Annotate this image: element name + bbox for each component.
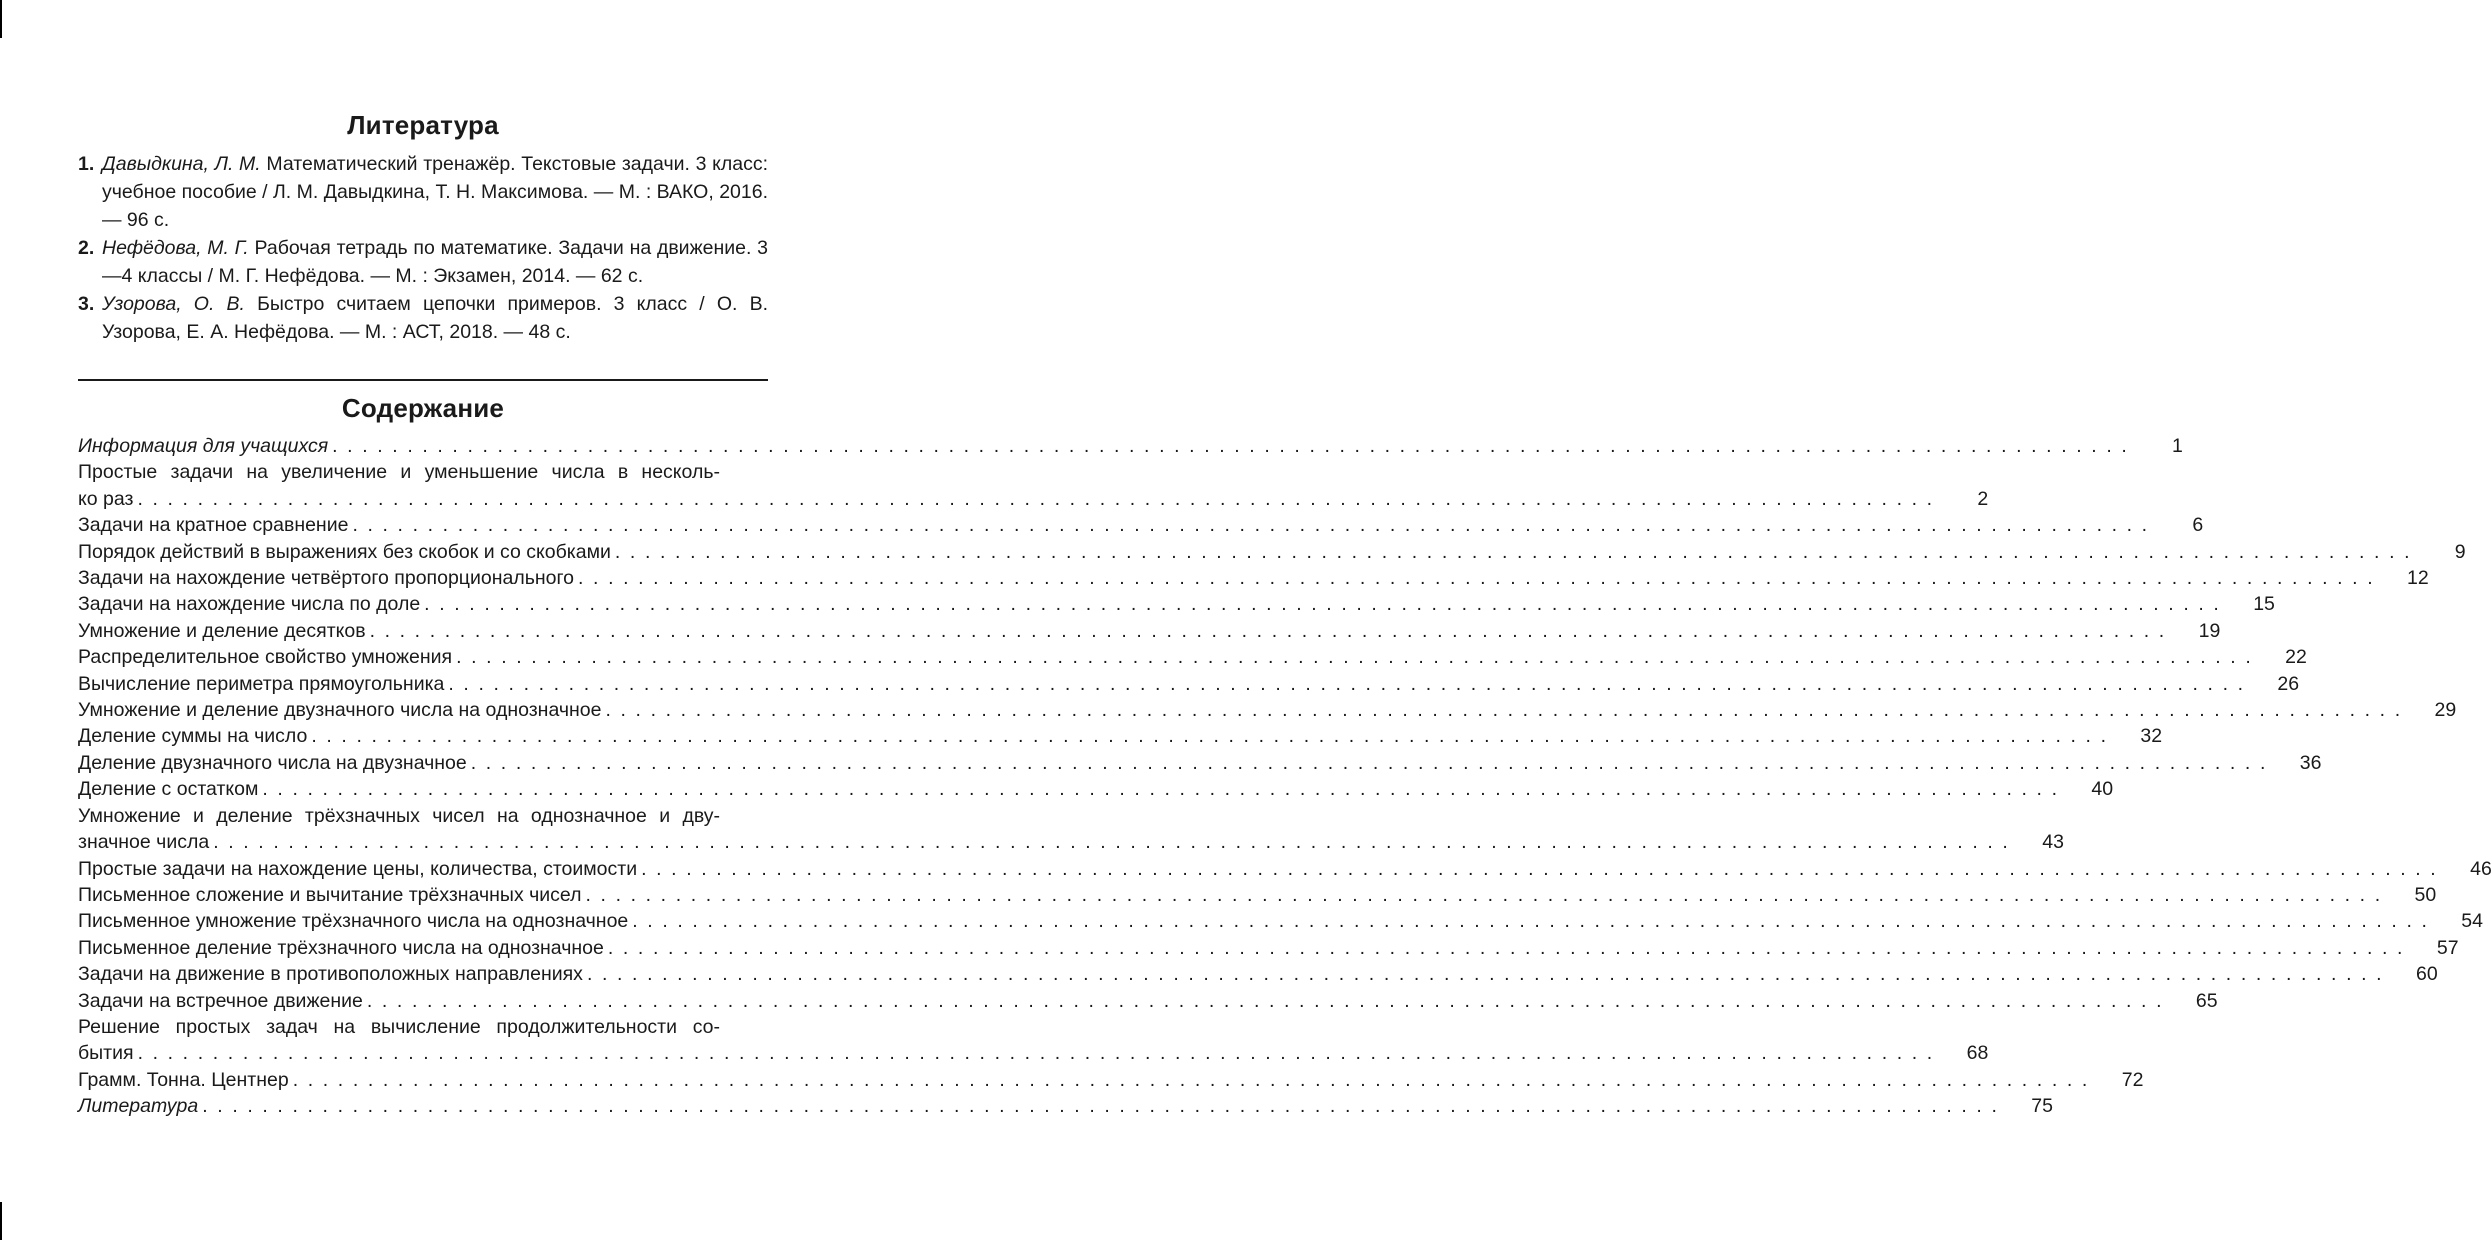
dot-leader: . . . . . . . . . . . . . . . . . . . . . . . . . . . . . . . . . . . . . . . . . . . . . . . . . . . . . . . . . . . . . . . . . . . . . . . . . . . . . . . . . . . . . . . . . . . . . . . . . . . . . . . . . . . . . . . . . . . . . . . .: [311, 725, 2109, 748]
contents-entry[interactable]: [78, 1014, 1989, 1067]
literature-item-author: Нефёдова, М. Г.: [102, 237, 249, 259]
contents-entry-title: Письменное умножение трёхзначного числа на однозначное: [78, 910, 629, 933]
contents-entry-row: [78, 776, 2114, 802]
contents-entry-page: 26: [2277, 672, 2300, 695]
contents-entry-page: 60: [2415, 963, 2438, 986]
dot-leader: . . . . . . . . . . . . . . . . . . . . . . . . . . . . . . . . . . . . . . . . . . . . . . . . . . . . . . . . . . . . . . . . . . . . . . . . . . . . . . . . . . . . . . . . . . . . . . . . . . . . . . . . . . . . . . . . . . . . . . . .: [137, 487, 1935, 510]
section-divider: [78, 379, 768, 381]
contents-entry-title: Распределительное свойство умножения: [78, 646, 453, 669]
contents-entry-page: 36: [2299, 751, 2322, 774]
literature-item: [78, 150, 768, 234]
contents-entry[interactable]: [78, 988, 2218, 1014]
contents-entry-title: Задачи на нахождение числа по доле: [78, 593, 421, 616]
contents-entry-row: [78, 512, 2204, 538]
contents-list: [78, 433, 2492, 1120]
contents-entry-row: [78, 988, 2218, 1014]
literature-heading: Литература: [347, 110, 499, 140]
dot-leader: . . . . . . . . . . . . . . . . . . . . . . . . . . . . . . . . . . . . . . . . . . . . . . . . . . . . . . . . . . . . . . . . . . . . . . . . . . . . . . . . . . . . . . . . . . . . . . . . . . . . . . . . . . . . . . . . . . . . . . . .: [470, 751, 2268, 774]
dot-leader: . . . . . . . . . . . . . . . . . . . . . . . . . . . . . . . . . . . . . . . . . . . . . . . . . . . . . . . . . . . . . . . . . . . . . . . . . . . . . . . . . . . . . . . . . . . . . . . . . . . . . . . . . . . . . . . . . . . . . . . .: [605, 699, 2403, 722]
contents-entry-title: Деление с остатком: [78, 778, 259, 801]
contents-entry[interactable]: [78, 697, 2457, 723]
dot-leader: . . . . . . . . . . . . . . . . . . . . . . . . . . . . . . . . . . . . . . . . . . . . . . . . . . . . . . . . . . . . . . . . . . . . . . . . . . . . . . . . . . . . . . . . . . . . . . . . . . . . . . . . . . . . . . . . . . . . . . . .: [632, 910, 2429, 933]
contents-entry-page: 1: [2172, 435, 2183, 457]
contents-entry-title: Деление двузначного числа на двузначное: [78, 751, 467, 774]
contents-entry[interactable]: [78, 512, 2204, 538]
contents-entry-title: Письменное сложение и вычитание трёхзначных чисел: [78, 883, 582, 906]
contents-entry-row: [78, 935, 2459, 961]
dot-leader: . . . . . . . . . . . . . . . . . . . . . . . . . . . . . . . . . . . . . . . . . . . . . . . . . . . . . . . . . . . . . . . . . . . . . . . . . . . . . . . . . . . . . . . . . . . . . . . . . . . . . . . . . . . . . . . . . . . . . . . .: [262, 778, 2060, 801]
literature-item-number: 1.: [78, 153, 95, 175]
literature-item-author: Давыдкина, Л. М.: [102, 153, 261, 175]
contents-entry-row: [78, 1093, 2053, 1119]
contents-entry-page: 15: [2253, 593, 2275, 616]
contents-entry-title: Задачи на встречное движение: [78, 989, 363, 1012]
contents-entry-row: [78, 829, 2064, 855]
dot-leader: . . . . . . . . . . . . . . . . . . . . . . . . . . . . . . . . . . . . . . . . . . . . . . . . . . . . . . . . . . . . . . . . . . . . . . . . . . . . . . . . . . . . . . . . . . . . . . . . . . . . . . . . . . . . . . . . . . . . . . . .: [292, 1068, 2090, 1091]
contents-entry-page: 12: [2407, 567, 2429, 590]
contents-entry[interactable]: [78, 1067, 2144, 1093]
dot-leader: . . . . . . . . . . . . . . . . . . . . . . . . . . . . . . . . . . . . . . . . . . . . . . . . . . . . . . . . . . . . . . . . . . . . . . . . . . . . . . . . . . . . . . . . . . . . . . . . . . . . . . . . . . . . . . . . . . . . . . . .: [369, 619, 2167, 642]
contents-entry[interactable]: [78, 644, 2307, 670]
contents-entry-row: [78, 1067, 2144, 1093]
dot-leader: . . . . . . . . . . . . . . . . . . . . . . . . . . . . . . . . . . . . . . . . . . . . . . . . . . . . . . . . . . . . . . . . . . . . . . . . . . . . . . . . . . . . . . . . . . . . . . . . . . . . . . . . . . . . . . . . . . . . . . . .: [332, 435, 2129, 457]
dot-leader: . . . . . . . . . . . . . . . . . . . . . . . . . . . . . . . . . . . . . . . . . . . . . . . . . . . . . . . . . . . . . . . . . . . . . . . . . . . . . . . . . . . . . . . . . . . . . . . . . . . . . . . . . . . . . . . . . . . . . . . .: [366, 989, 2164, 1012]
contents-entry-row: [78, 539, 2466, 565]
contents-entry[interactable]: [78, 723, 2163, 749]
contents-entry-row: [78, 644, 2307, 670]
contents-entry-title: Порядок действий в выражениях без скобок и со скобками: [78, 540, 611, 563]
contents-entry-row: [78, 856, 2492, 882]
literature-item: [78, 290, 768, 346]
contents-entry-title: бытия: [78, 1042, 134, 1065]
contents-entry-page: 43: [2042, 831, 2064, 854]
literature-item-number: 3.: [78, 293, 95, 315]
contents-entry-title: Информация для учащихся: [78, 435, 329, 457]
contents-entry-page: 57: [2436, 936, 2459, 959]
contents-entry-title: Умножение и деление двузначного числа на однозначное: [78, 699, 602, 722]
contents-entry-row: [78, 908, 2483, 934]
contents-entry[interactable]: [78, 618, 2221, 644]
contents-entry-row: [78, 882, 2437, 908]
contents-entry[interactable]: [78, 591, 2275, 617]
literature-list: [78, 150, 768, 346]
dot-leader: . . . . . . . . . . . . . . . . . . . . . . . . . . . . . . . . . . . . . . . . . . . . . . . . . . . . . . . . . . . . . . . . . . . . . . . . . . . . . . . . . . . . . . . . . . . . . . . . . . . . . . . . . . . . . . . . . . . . . . . .: [213, 831, 2010, 854]
contents-entry-page: 19: [2198, 619, 2221, 642]
crop-mark-top: [0, 0, 2, 38]
contents-entry-row: [78, 750, 2322, 776]
contents-entry[interactable]: [78, 908, 2483, 934]
dot-leader: . . . . . . . . . . . . . . . . . . . . . . . . . . . . . . . . . . . . . . . . . . . . . . . . . . . . . . . . . . . . . . . . . . . . . . . . . . . . . . . . . . . . . . . . . . . . . . . . . . . . . . . . . . . . . . . . . . . . . . . .: [578, 567, 2375, 590]
contents-entry[interactable]: [78, 459, 1989, 512]
contents-entry[interactable]: [78, 565, 2429, 591]
contents-entry-page: 54: [2461, 910, 2483, 933]
contents-entry[interactable]: [78, 539, 2466, 565]
contents-entry-page: 9: [2454, 540, 2466, 563]
contents-entry-page: 65: [2195, 989, 2218, 1012]
contents-entry-page: 2: [1977, 487, 1989, 510]
contents-entry[interactable]: [78, 882, 2437, 908]
contents-entry-title-line: Решение простых задач на вычисление продолжительности со-: [78, 1015, 720, 1038]
literature-item-text: Математический тренажёр. Текстовые задачи. 3 класс: учебное пособие / Л. М. Давыдкина, Т. Н. Максимова. — М. : ВАКО, 2016. — 96 с.: [102, 153, 768, 231]
contents-entry-title: Грамм. Тонна. Центнер: [78, 1068, 289, 1091]
contents-entry-page: 72: [2121, 1068, 2144, 1091]
dot-leader: . . . . . . . . . . . . . . . . . . . . . . . . . . . . . . . . . . . . . . . . . . . . . . . . . . . . . . . . . . . . . . . . . . . . . . . . . . . . . . . . . . . . . . . . . . . . . . . . . . . . . . . . . . . . . . . . . . . . . . . .: [585, 883, 2383, 906]
contents-entry-row: [78, 591, 2275, 617]
contents-entry-page: 22: [2285, 646, 2307, 669]
literature-item: [78, 234, 768, 290]
contents-entry-title: Деление суммы на число: [78, 725, 308, 748]
contents-entry-row: [78, 486, 1989, 512]
dot-leader: . . . . . . . . . . . . . . . . . . . . . . . . . . . . . . . . . . . . . . . . . . . . . . . . . . . . . . . . . . . . . . . . . . . . . . . . . . . . . . . . . . . . . . . . . . . . . . . . . . . . . . . . . . . . . . . . . . . . . . . .: [202, 1095, 1999, 1118]
contents-entry-page: 6: [2192, 514, 2204, 537]
contents-entry[interactable]: [78, 961, 2438, 987]
contents-entry-title: Простые задачи на нахождение цены, количества, стоимости: [78, 857, 638, 880]
contents-entry-page: 29: [2434, 699, 2457, 722]
contents-entry-row: [78, 433, 2183, 459]
contents-entry-page: 32: [2140, 725, 2163, 748]
contents-entry[interactable]: [78, 776, 2114, 802]
contents-entry[interactable]: [78, 803, 2064, 856]
contents-heading: Содержание: [341, 393, 505, 423]
literature-item-number: 2.: [78, 237, 95, 259]
crop-mark-bottom: [0, 1202, 2, 1240]
contents-entry-title: Вычисление периметра прямоугольника: [78, 672, 445, 695]
dot-leader: . . . . . . . . . . . . . . . . . . . . . . . . . . . . . . . . . . . . . . . . . . . . . . . . . . . . . . . . . . . . . . . . . . . . . . . . . . . . . . . . . . . . . . . . . . . . . . . . . . . . . . . . . . . . . . . . . . . . . . . .: [586, 963, 2384, 986]
dot-leader: . . . . . . . . . . . . . . . . . . . . . . . . . . . . . . . . . . . . . . . . . . . . . . . . . . . . . . . . . . . . . . . . . . . . . . . . . . . . . . . . . . . . . . . . . . . . . . . . . . . . . . . . . . . . . . . . . . . . . . . .: [607, 936, 2405, 959]
contents-entry-title: значное числа: [78, 831, 210, 854]
contents-entry-row: [78, 618, 2221, 644]
dot-leader: . . . . . . . . . . . . . . . . . . . . . . . . . . . . . . . . . . . . . . . . . . . . . . . . . . . . . . . . . . . . . . . . . . . . . . . . . . . . . . . . . . . . . . . . . . . . . . . . . . . . . . . . . . . . . . . . . . . . . . . .: [614, 540, 2412, 563]
contents-entry-title: Умножение и деление десятков: [78, 619, 366, 642]
contents-entry[interactable]: [78, 750, 2322, 776]
contents-entry[interactable]: [78, 433, 2183, 459]
contents-entry[interactable]: [78, 935, 2459, 961]
contents-entry-title-line: Умножение и деление трёхзначных чисел на однозначное и дву-: [78, 804, 720, 827]
contents-entry-title: Задачи на нахождение четвёртого пропорционального: [78, 567, 574, 590]
dot-leader: . . . . . . . . . . . . . . . . . . . . . . . . . . . . . . . . . . . . . . . . . . . . . . . . . . . . . . . . . . . . . . . . . . . . . . . . . . . . . . . . . . . . . . . . . . . . . . . . . . . . . . . . . . . . . . . . . . . . . . . .: [137, 1042, 1935, 1065]
contents-entry-title: Письменное деление трёхзначного числа на однозначное: [78, 936, 604, 959]
contents-entry-page: 46: [2470, 857, 2492, 880]
contents-entry-row: [78, 723, 2163, 749]
contents-entry-page: 68: [1966, 1042, 1989, 1065]
contents-entry-title: Задачи на движение в противоположных направлениях: [78, 963, 583, 986]
contents-entry-title: Задачи на кратное сравнение: [78, 514, 349, 537]
literature-item-text: Быстро считаем цепочки примеров. 3 класс / О. В. Узорова, Е. А. Нефёдова. — М. : АСТ, 2018. — 48 с.: [102, 293, 768, 343]
contents-entry[interactable]: [78, 1093, 2053, 1119]
dot-leader: . . . . . . . . . . . . . . . . . . . . . . . . . . . . . . . . . . . . . . . . . . . . . . . . . . . . . . . . . . . . . . . . . . . . . . . . . . . . . . . . . . . . . . . . . . . . . . . . . . . . . . . . . . . . . . . . . . . . . . . .: [456, 646, 2253, 669]
contents-entry-row: [78, 565, 2429, 591]
contents-entry-row: [78, 1040, 1989, 1066]
dot-leader: . . . . . . . . . . . . . . . . . . . . . . . . . . . . . . . . . . . . . . . . . . . . . . . . . . . . . . . . . . . . . . . . . . . . . . . . . . . . . . . . . . . . . . . . . . . . . . . . . . . . . . . . . . . . . . . . . . . . . . . .: [641, 857, 2438, 880]
contents-entry-title: ко раз: [78, 487, 134, 510]
dot-leader: . . . . . . . . . . . . . . . . . . . . . . . . . . . . . . . . . . . . . . . . . . . . . . . . . . . . . . . . . . . . . . . . . . . . . . . . . . . . . . . . . . . . . . . . . . . . . . . . . . . . . . . . . . . . . . . . . . . . . . . .: [448, 672, 2246, 695]
contents-entry-row: [78, 697, 2457, 723]
contents-entry-title-line: Простые задачи на увеличение и уменьшение числа в несколь-: [78, 461, 720, 484]
literature-item-author: Узорова, О. В.: [102, 293, 245, 315]
contents-entry-page: 75: [2031, 1095, 2053, 1118]
contents-entry-row: [78, 671, 2300, 697]
contents-entry-title: Литература: [78, 1095, 199, 1118]
dot-leader: . . . . . . . . . . . . . . . . . . . . . . . . . . . . . . . . . . . . . . . . . . . . . . . . . . . . . . . . . . . . . . . . . . . . . . . . . . . . . . . . . . . . . . . . . . . . . . . . . . . . . . . . . . . . . . . . . . . . . . . .: [352, 514, 2150, 537]
contents-entry[interactable]: [78, 856, 2492, 882]
contents-entry-page: 40: [2091, 778, 2114, 801]
contents-entry-page: 50: [2414, 883, 2437, 906]
contents-entry[interactable]: [78, 671, 2300, 697]
dot-leader: . . . . . . . . . . . . . . . . . . . . . . . . . . . . . . . . . . . . . . . . . . . . . . . . . . . . . . . . . . . . . . . . . . . . . . . . . . . . . . . . . . . . . . . . . . . . . . . . . . . . . . . . . . . . . . . . . . . . . . . .: [424, 593, 2221, 616]
contents-entry-row: [78, 961, 2438, 987]
literature-item-text: Рабочая тетрадь по математике. Задачи на движение. 3—4 классы / М. Г. Нефёдова. — М. : Экзамен, 2014. — 62 с.: [102, 237, 768, 287]
